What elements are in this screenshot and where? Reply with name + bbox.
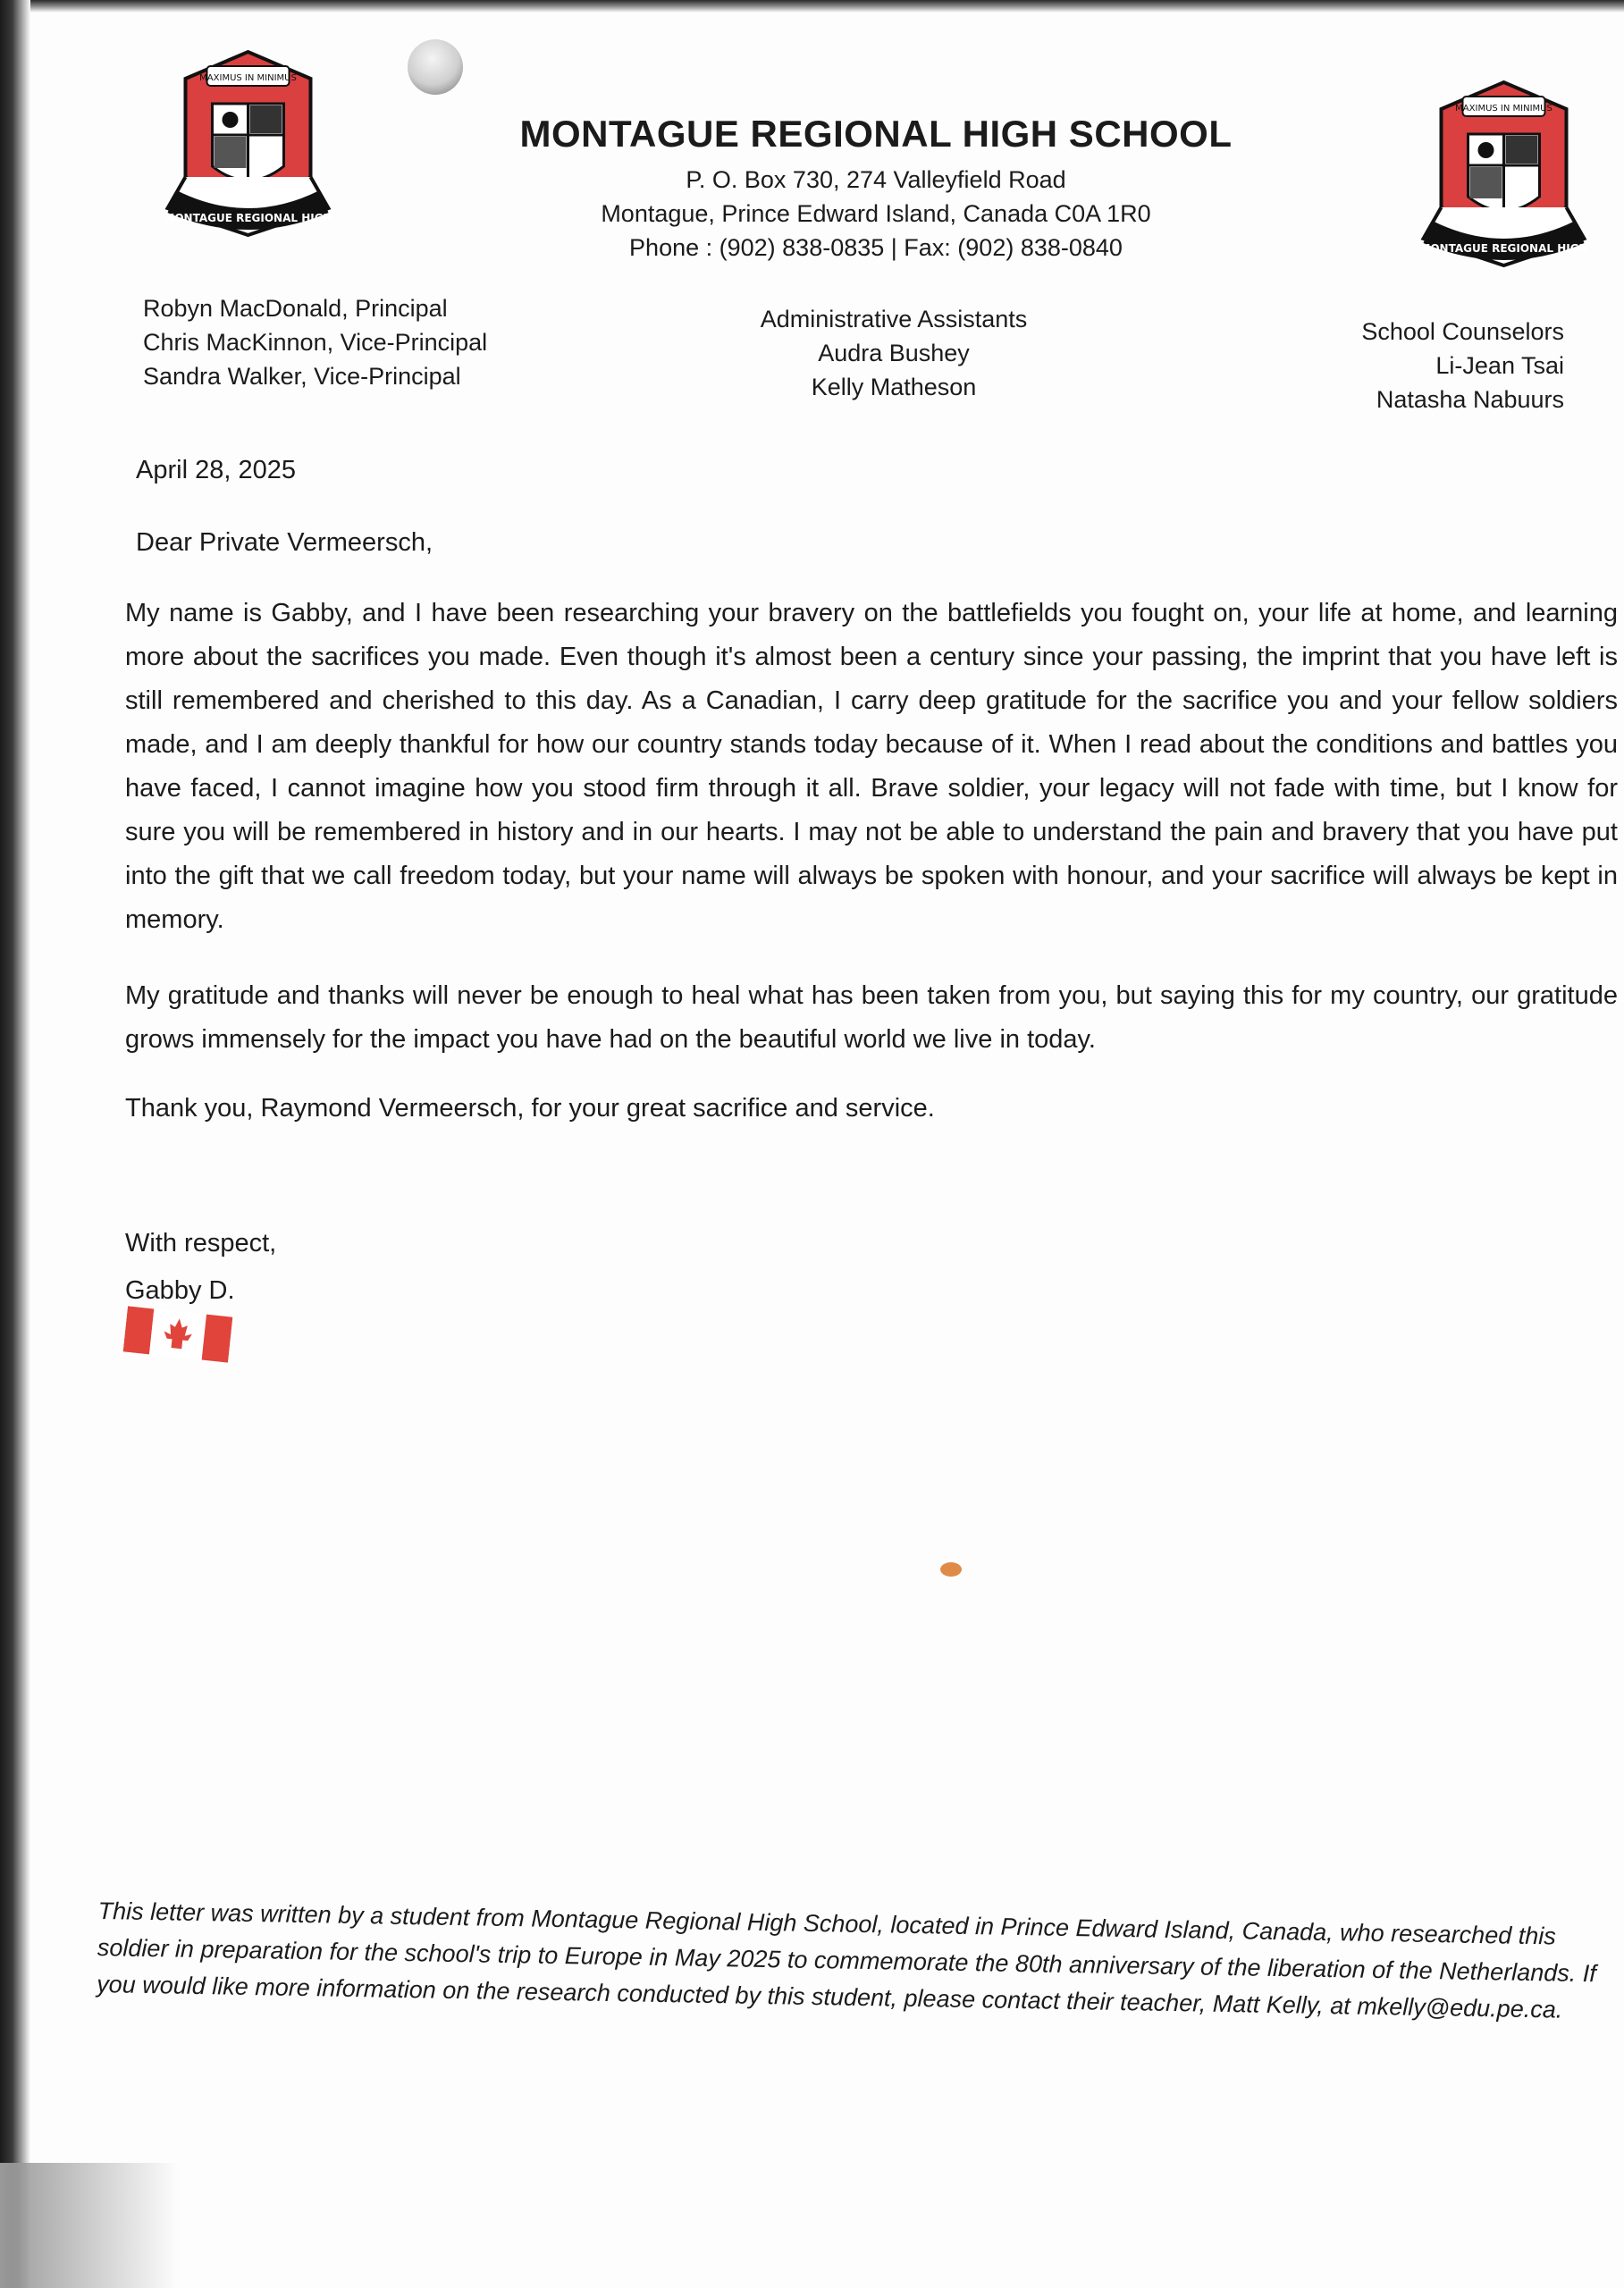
vice-principal-name: Sandra Walker, Vice-Principal xyxy=(143,363,461,390)
letter-body xyxy=(125,456,1618,1358)
svg-text:MONTAGUE REGIONAL HIGH: MONTAGUE REGIONAL HIGH xyxy=(164,212,332,224)
admin-assistant-name: Audra Bushey xyxy=(818,340,970,366)
paper-stain xyxy=(940,1562,962,1577)
admin-assistants-heading: Administrative Assistants xyxy=(760,306,1028,332)
vice-principal-name: Chris MacKinnon, Vice-Principal xyxy=(143,329,488,356)
scan-shadow-bottom xyxy=(0,2163,179,2288)
closing: With respect, xyxy=(125,1229,277,1258)
staff-principals xyxy=(143,291,487,393)
address-line-1: P. O. Box 730, 274 Valleyfield Road xyxy=(686,166,1066,193)
school-name: MONTAGUE REGIONAL HIGH SCHOOL xyxy=(519,113,1233,155)
svg-text:MONTAGUE REGIONAL HIGH: MONTAGUE REGIONAL HIGH xyxy=(1419,242,1588,255)
salutation: Dear Private Vermeersch, xyxy=(136,528,433,557)
scan-edge-left xyxy=(0,0,30,2288)
canada-flag-icon xyxy=(123,1306,233,1363)
body-paragraph-2: My gratitude and thanks will never be enough to heal what has been taken from you, but saying this for my country, our gratitude grows immensely for the impact you have had on the beautiful world we live in today. xyxy=(125,981,1618,1054)
svg-text:MAXIMUS IN MINIMUS: MAXIMUS IN MINIMUS xyxy=(1455,104,1552,114)
counselor-name: Natasha Nabuurs xyxy=(1376,386,1564,413)
letterhead xyxy=(501,113,1251,265)
signature-name: Gabby D. xyxy=(125,1276,235,1305)
principal-name: Robyn MacDonald, Principal xyxy=(143,295,448,322)
phone-fax-line: Phone : (902) 838-0835 | Fax: (902) 838-0840 xyxy=(629,234,1123,261)
footnote: This letter was written by a student from Montague Regional High School, located in Prince Edward Island, Canada, who researched this soldier in preparation for the school's trip to Europe in May 2025 to commemorate the 80th anniversary of the liberation of the Netherlands. If you would like more information on the research conducted by this student, please contact their teacher, Matt Kelly, at mkelly@edu.pe.ca. xyxy=(96,1897,1597,2023)
school-crest-logo-left xyxy=(147,43,349,248)
school-crest-logo-right xyxy=(1403,73,1604,279)
staff-admin-assistants xyxy=(626,302,1162,404)
admin-assistant-name: Kelly Matheson xyxy=(811,374,977,400)
thank-you-line: Thank you, Raymond Vermeersch, for your great sacrifice and service. xyxy=(125,1094,935,1123)
staff-counselors xyxy=(1269,315,1564,416)
letter-date: April 28, 2025 xyxy=(136,456,296,484)
scan-edge-top xyxy=(0,0,1624,13)
body-paragraph-1: My name is Gabby, and I have been researching your bravery on the battlefields you fought on, your life at home, and learning more about the sacrifices you made. Even though it's almost been a century since your passing, the imprint that you have left is still remembered and cherished to this day. As a Canadian, I carry deep gratitude for the sacrifice you and your fellow soldiers made, and I am deeply thankful for how our country stands today because of it. When I read about the conditions and battles you have faced, I cannot imagine how you stood firm through it all. Brave soldier, your legacy will not fade with time, but I know for sure you will be remembered in history and in our hearts. I may not be able to understand the pain and bravery that you have put into the gift that we call freedom today, but your name will always be spoken with honour, and your sacrifice will always be kept in memory. xyxy=(125,599,1618,934)
address-line-2: Montague, Prince Edward Island, Canada C0A 1R0 xyxy=(601,200,1151,227)
svg-text:MAXIMUS IN MINIMUS: MAXIMUS IN MINIMUS xyxy=(199,73,297,83)
counselor-name: Li-Jean Tsai xyxy=(1435,352,1564,379)
counselors-heading: School Counselors xyxy=(1361,318,1564,345)
punch-hole xyxy=(408,39,463,95)
